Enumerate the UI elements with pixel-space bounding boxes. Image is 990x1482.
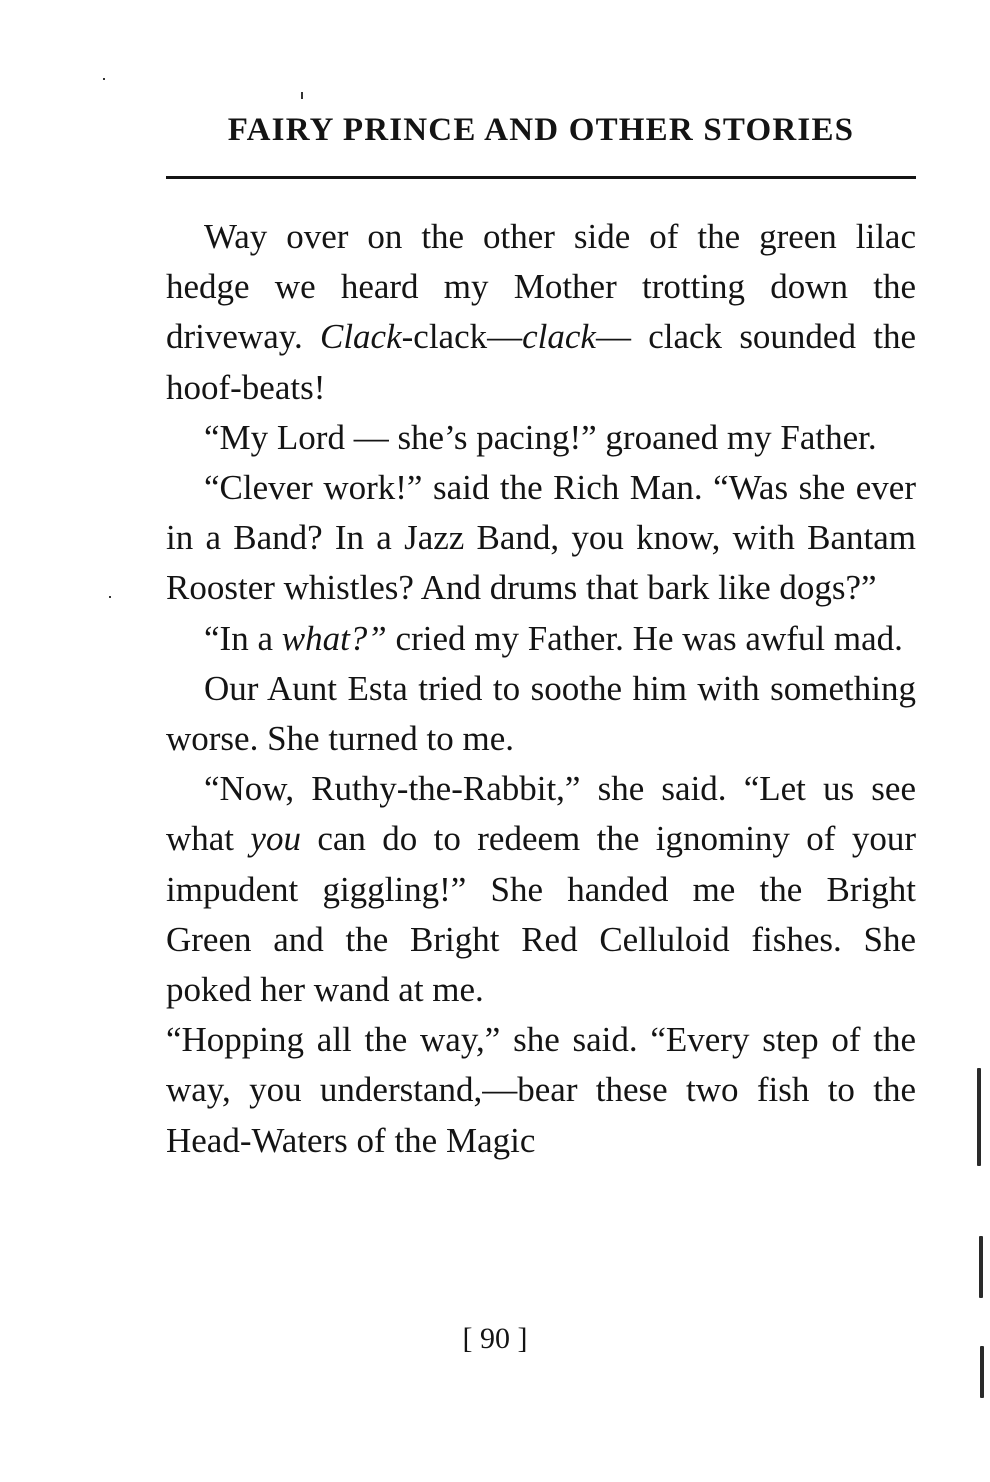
text-run: “My Lord — she’s pacing!” groaned my Father. [204,417,877,457]
binding-edge-mark [977,1068,981,1166]
paragraph [166,764,916,1015]
text-run: — clack sounded the hoof-beats! [166,317,916,407]
italic-text: what?” [281,618,387,658]
text-run: “Clever work!” said the Rich Man. “Was she ever in a Band? In a Jazz Band, you know, with Bantam Rooster whistles? And drums that bark like dogs?” [166,468,916,608]
text-run: “Now, Ruthy-the-Rabbit,” she said. “Let us see what [166,769,916,859]
paragraph [166,664,916,764]
scan-speck [301,92,303,99]
running-header: FAIRY PRINCE AND OTHER STORIES [227,112,855,148]
italic-text: clack [522,317,596,357]
header-rule [166,176,916,179]
paragraph [166,212,916,413]
italic-text: Clack [319,317,402,357]
text-run: cried my Father. He was awful mad. [386,618,903,658]
scan-speck [109,596,111,598]
paragraph [166,463,916,614]
text-run: Way over on the other side of the green lilac hedge we heard my Mother trotting down the driveway. [166,217,916,357]
binding-edge-mark [979,1236,983,1298]
paragraph [166,614,916,664]
text-run: Our Aunt Esta tried to soothe him with something worse. She turned to me. [166,668,916,759]
body-text [166,212,916,1166]
paragraph [166,1015,916,1166]
scan-speck [103,78,105,80]
text-run: can do to redeem the ignominy of your impudent giggling!” She handed me the Bright Green and the Bright Red Celluloid fishes. She poked her wand at me. [166,819,916,1010]
text-run: “In a [204,618,282,658]
paragraph [166,413,916,463]
page-number: [ 90 ] [462,1322,528,1355]
text-run: -clack— [401,317,523,357]
italic-text: you [250,819,301,859]
binding-edge-mark [980,1346,984,1398]
text-run: “Hopping all the way,” she said. “Every step of the way, you understand,—bear these two fish to the Head-Waters of the Magic [166,1020,916,1160]
